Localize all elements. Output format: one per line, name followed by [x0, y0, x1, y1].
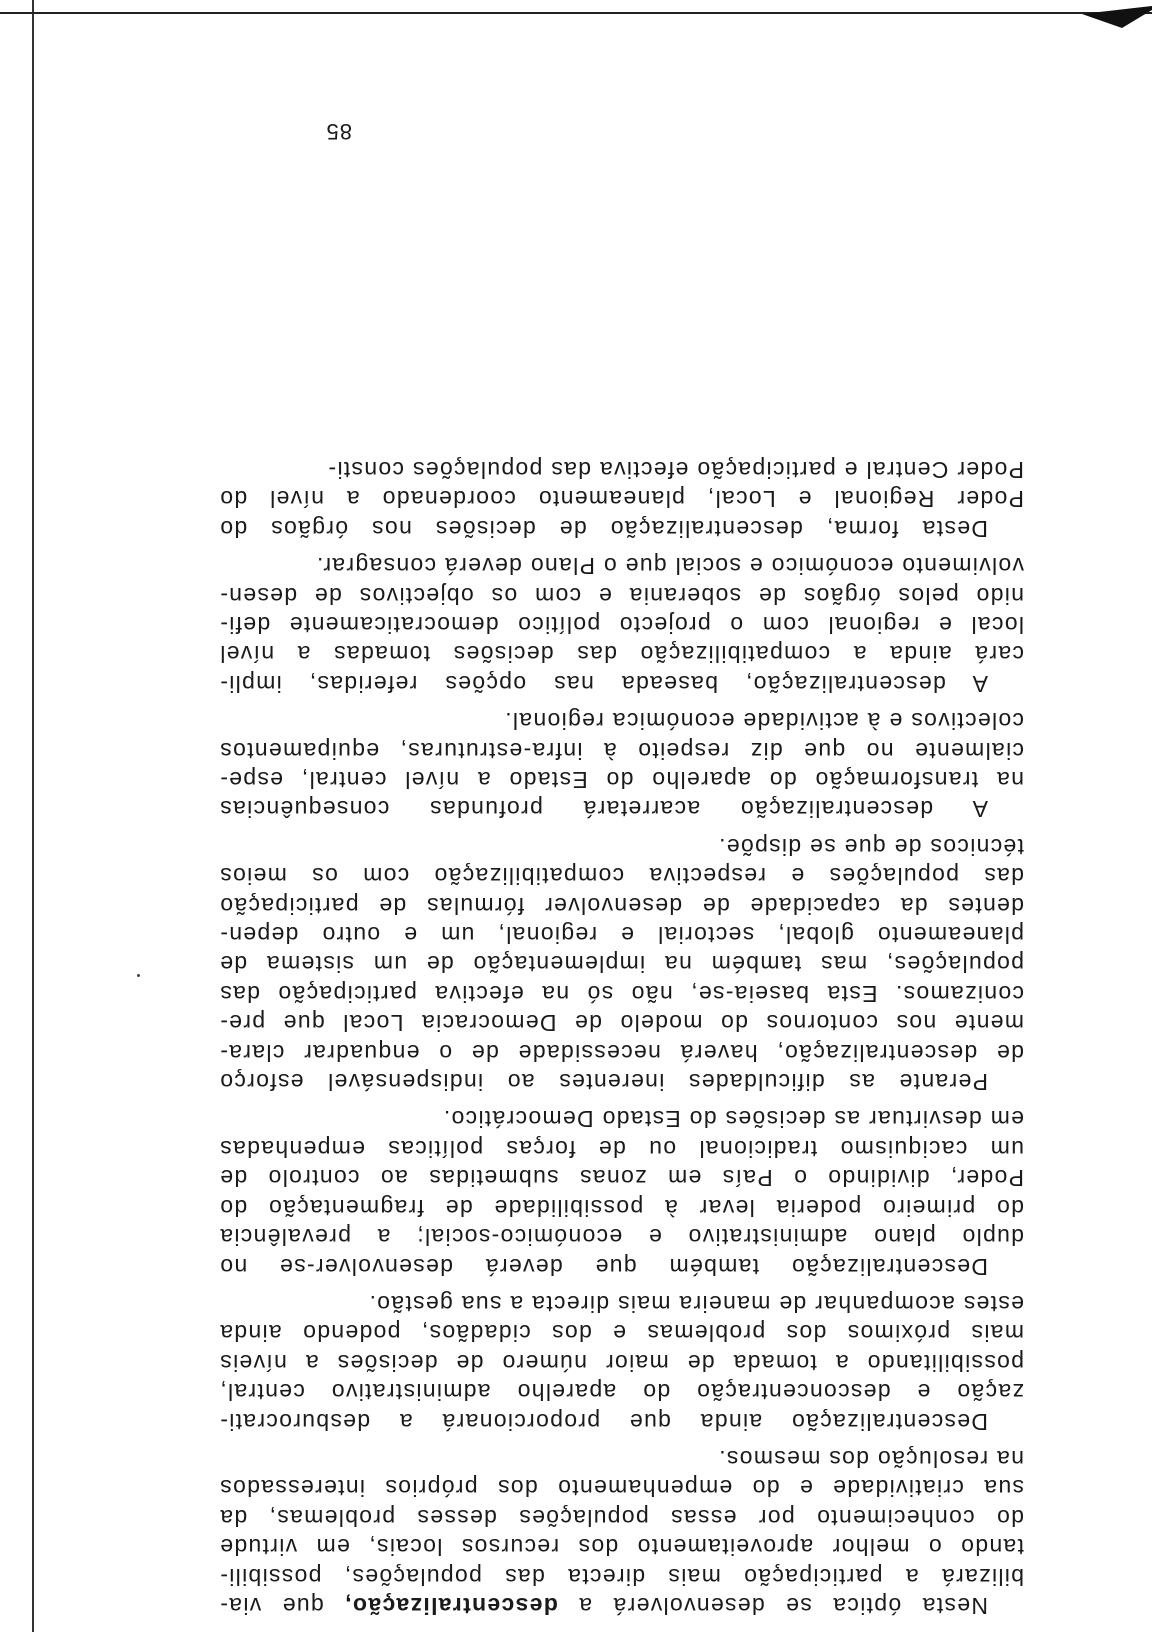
text-line: A descentralização acarretará profundas consequências — [219, 796, 988, 823]
page-number: 85 — [325, 119, 352, 144]
text-line: na transformação do aparelho do Estado a nível central, espe- — [219, 767, 1024, 794]
text-line: sua criatividade e do empenhamento dos próprios interessados — [219, 1475, 1024, 1502]
text-line: cará ainda a compatibilização das decisões tomadas a nível — [219, 641, 1024, 668]
text-line: colectivos e à actividade económica regional. — [503, 708, 1024, 735]
paragraph — [219, 455, 1024, 543]
paragraph — [219, 551, 1024, 698]
text-line: um caciquismo tradicional ou de forças políticas empenhadas — [219, 1135, 1024, 1162]
text-line: bilizará a participação mais directa das populações, possibili- — [219, 1563, 1024, 1590]
emphasis-term: descentralização, — [343, 1593, 558, 1619]
text-line: técnicos de que se dispõe. — [717, 833, 1024, 860]
text-line: em desvirtuar as decisões do Estado Democrático. — [442, 1106, 1024, 1133]
text-line: conizamos. Esta baseia-se, não só na efectiva participação das — [219, 980, 1024, 1007]
text-line: mais próximos dos problemas e dos cidadãos, podendo ainda — [219, 1320, 1024, 1347]
text-line: nido pelos órgãos de soberania e com os objectivos de desen- — [219, 582, 1024, 609]
text-run: Nesta óptica se desenvolverá a — [557, 1593, 988, 1619]
text-line: duplo plano administrativo e económico-social; a prevalência — [219, 1224, 1024, 1251]
text-line: possibilitando a tomada de maior número de decisões a níveis — [219, 1349, 1024, 1376]
text-line: mente nos contornos do modelo de Democracia Local que pre- — [219, 1010, 1024, 1037]
text-line: de descentralização, haverá necessidade de o enquadrar clara- — [219, 1039, 1024, 1066]
text-line: na resolução dos mesmos. — [717, 1445, 1024, 1472]
text-line: volvimento económico e social que o Plano deverá consagrar. — [315, 553, 1024, 580]
text-run: que via- — [219, 1593, 344, 1619]
text-line: do conhecimento por essas populações desses problemas, da — [219, 1504, 1024, 1531]
text-line: das populações e respectiva compatibilização com os meios — [219, 863, 1024, 890]
body-text — [219, 447, 1024, 1620]
text-line: tando o melhor aproveitamento dos recursos locais, em virtude — [219, 1534, 1024, 1561]
text-line: cialmente no que diz respeito à infra-estruturas, equipamentos — [219, 737, 1024, 764]
text-line: populações, mas também na implementação de um sistema de — [219, 951, 1024, 978]
text-line: dentes da capacidade de desenvolver fórmulas de participação — [219, 892, 1024, 919]
paragraph — [219, 1289, 1024, 1436]
text-line: Poder, dividindo o País em zonas submetidas ao controlo de — [219, 1165, 1024, 1192]
text-line: estes acompanhar de maneira mais directa a sua gestão. — [368, 1290, 1024, 1317]
text-line: Descentralização ainda que proporcionará a desburocrati- — [219, 1408, 988, 1435]
text-line: A descentralização, baseada nas opções referidas, impli- — [219, 670, 988, 697]
text-line: Descentralização também que deverá desenvolver-se no — [219, 1253, 988, 1280]
text-line: Poder Regional e Local, planeamento coordenado a nível do — [219, 486, 1024, 513]
paragraph — [219, 831, 1024, 1096]
text-line: Desta forma, descentralização de decisões nos órgãos do — [219, 515, 988, 542]
paragraph — [219, 706, 1024, 824]
text-line — [219, 1591, 1024, 1620]
paragraph — [219, 1104, 1024, 1280]
text-line: Poder Central e participação efectiva das populações consti- — [327, 456, 1024, 483]
text-line: local e regional com o projecto político democraticamente defi- — [219, 612, 1024, 638]
text-line: planeamento global, sectorial e regional, um e outro depen- — [219, 922, 1024, 949]
scan-speck — [137, 974, 140, 977]
text-line: Perante as dificuldades inerentes ao indispensável esforço — [219, 1069, 988, 1096]
paragraph — [219, 1444, 1024, 1620]
text-line: do primeiro poderia levar à possibilidade de fragmentação do — [219, 1194, 1024, 1221]
text-line: zação e desconcentração do aparelho administrativo central, — [219, 1379, 1024, 1406]
